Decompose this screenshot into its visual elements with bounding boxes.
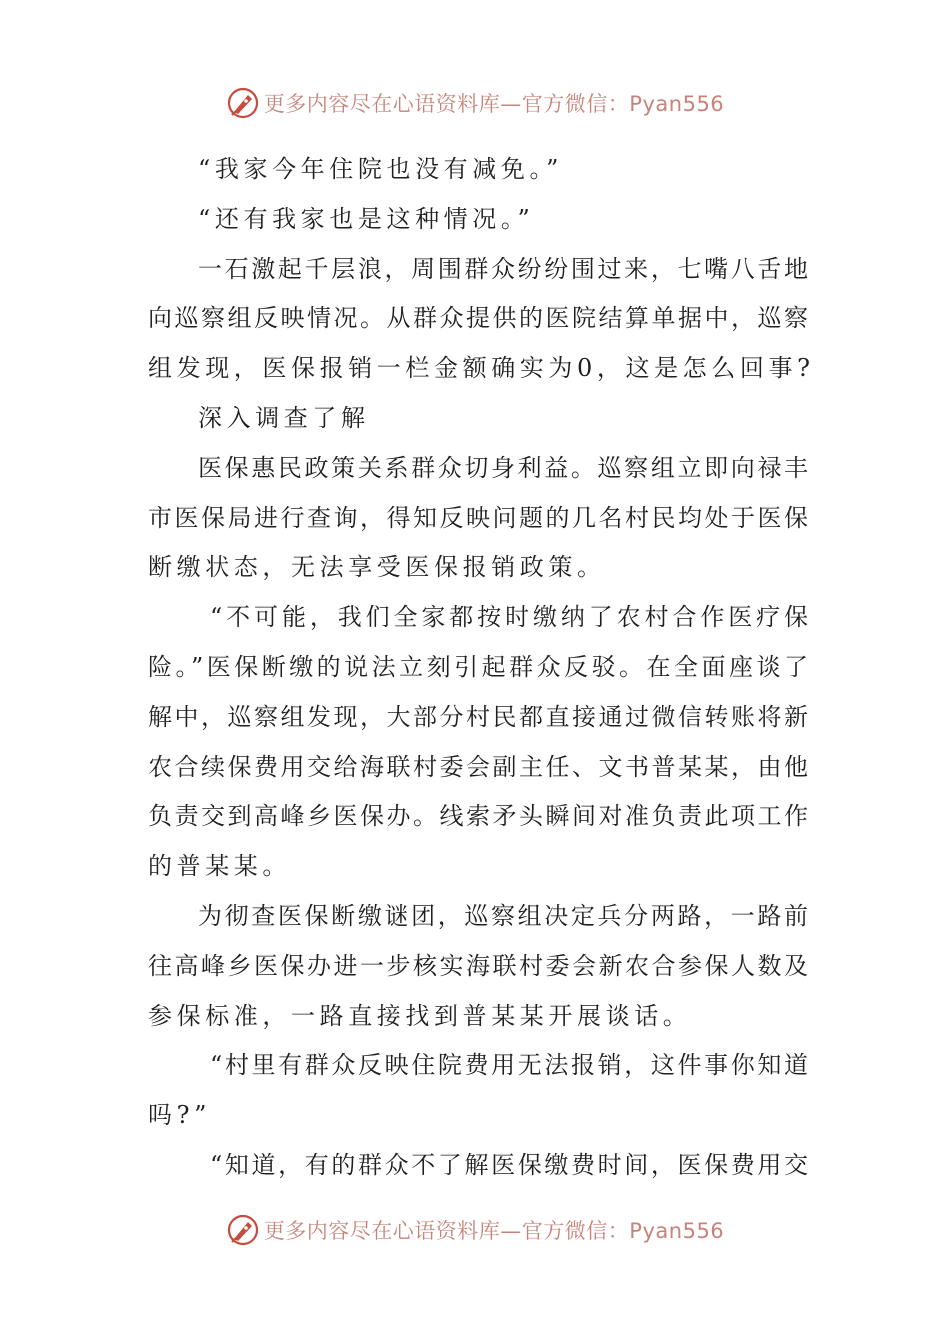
- text-line: “村里有群众反映住院费用无法报销，这件事你知道: [210, 1051, 808, 1080]
- article-body: [148, 145, 815, 1191]
- text-line: 深入调查了解: [198, 403, 370, 432]
- header-watermark-banner: [0, 83, 950, 123]
- text-line: 为彻查医保断缴谜团，巡察组决定兵分两路，一路前: [198, 901, 808, 930]
- text-line: 险。”医保断缴的说法立刻引起群众反驳。在全面座谈了: [148, 652, 808, 681]
- text-line: 往高峰乡医保办进一步核实海联村委会新农合参保人数及: [148, 951, 808, 980]
- text-line: “知道，有的群众不了解医保缴费时间，医保费用交: [210, 1150, 808, 1179]
- footer-watermark-banner: [0, 1210, 950, 1250]
- text-line: 市医保局进行查询，得知反映问题的几名村民均处于医保: [148, 503, 808, 532]
- text-line: 参保标准，一路直接找到普某某开展谈话。: [148, 1001, 692, 1030]
- text-line: “不可能，我们全家都按时缴纳了农村合作医疗保: [210, 603, 808, 632]
- text-line: 一石激起千层浪，周围群众纷纷围过来，七嘴八舌地: [198, 254, 808, 283]
- text-line: 农合续保费用交给海联村委会副主任、文书普某某，由他: [148, 752, 808, 781]
- text-line: 负责交到高峰乡医保办。线索矛头瞬间对准负责此项工作: [148, 802, 808, 831]
- text-line: 医保惠民政策关系群众切身利益。巡察组立即向禄丰: [198, 453, 808, 482]
- pen-nib-logo-icon: [226, 1213, 260, 1247]
- text-line: 组发现，医保报销一栏金额确实为0，这是怎么回事?: [148, 354, 815, 383]
- text-line: 的普某某。: [148, 852, 291, 881]
- pen-nib-logo-icon: [226, 86, 260, 120]
- text-line: 向巡察组反映情况。从群众提供的医院结算单据中，巡察: [148, 304, 808, 333]
- text-line: 吗?”: [148, 1101, 211, 1130]
- text-line: “我家今年住院也没有减免。”: [198, 155, 563, 183]
- text-line: 解中，巡察组发现，大部分村民都直接通过微信转账将新: [148, 702, 808, 731]
- text-line: “还有我家也是这种情况。”: [198, 204, 535, 233]
- text-line: 断缴状态，无法享受医保报销政策。: [148, 553, 606, 582]
- watermark-text: 更多内容尽在心语资料库—官方微信：Pyan556: [263, 92, 725, 116]
- watermark-text: 更多内容尽在心语资料库—官方微信：Pyan556: [263, 1219, 725, 1243]
